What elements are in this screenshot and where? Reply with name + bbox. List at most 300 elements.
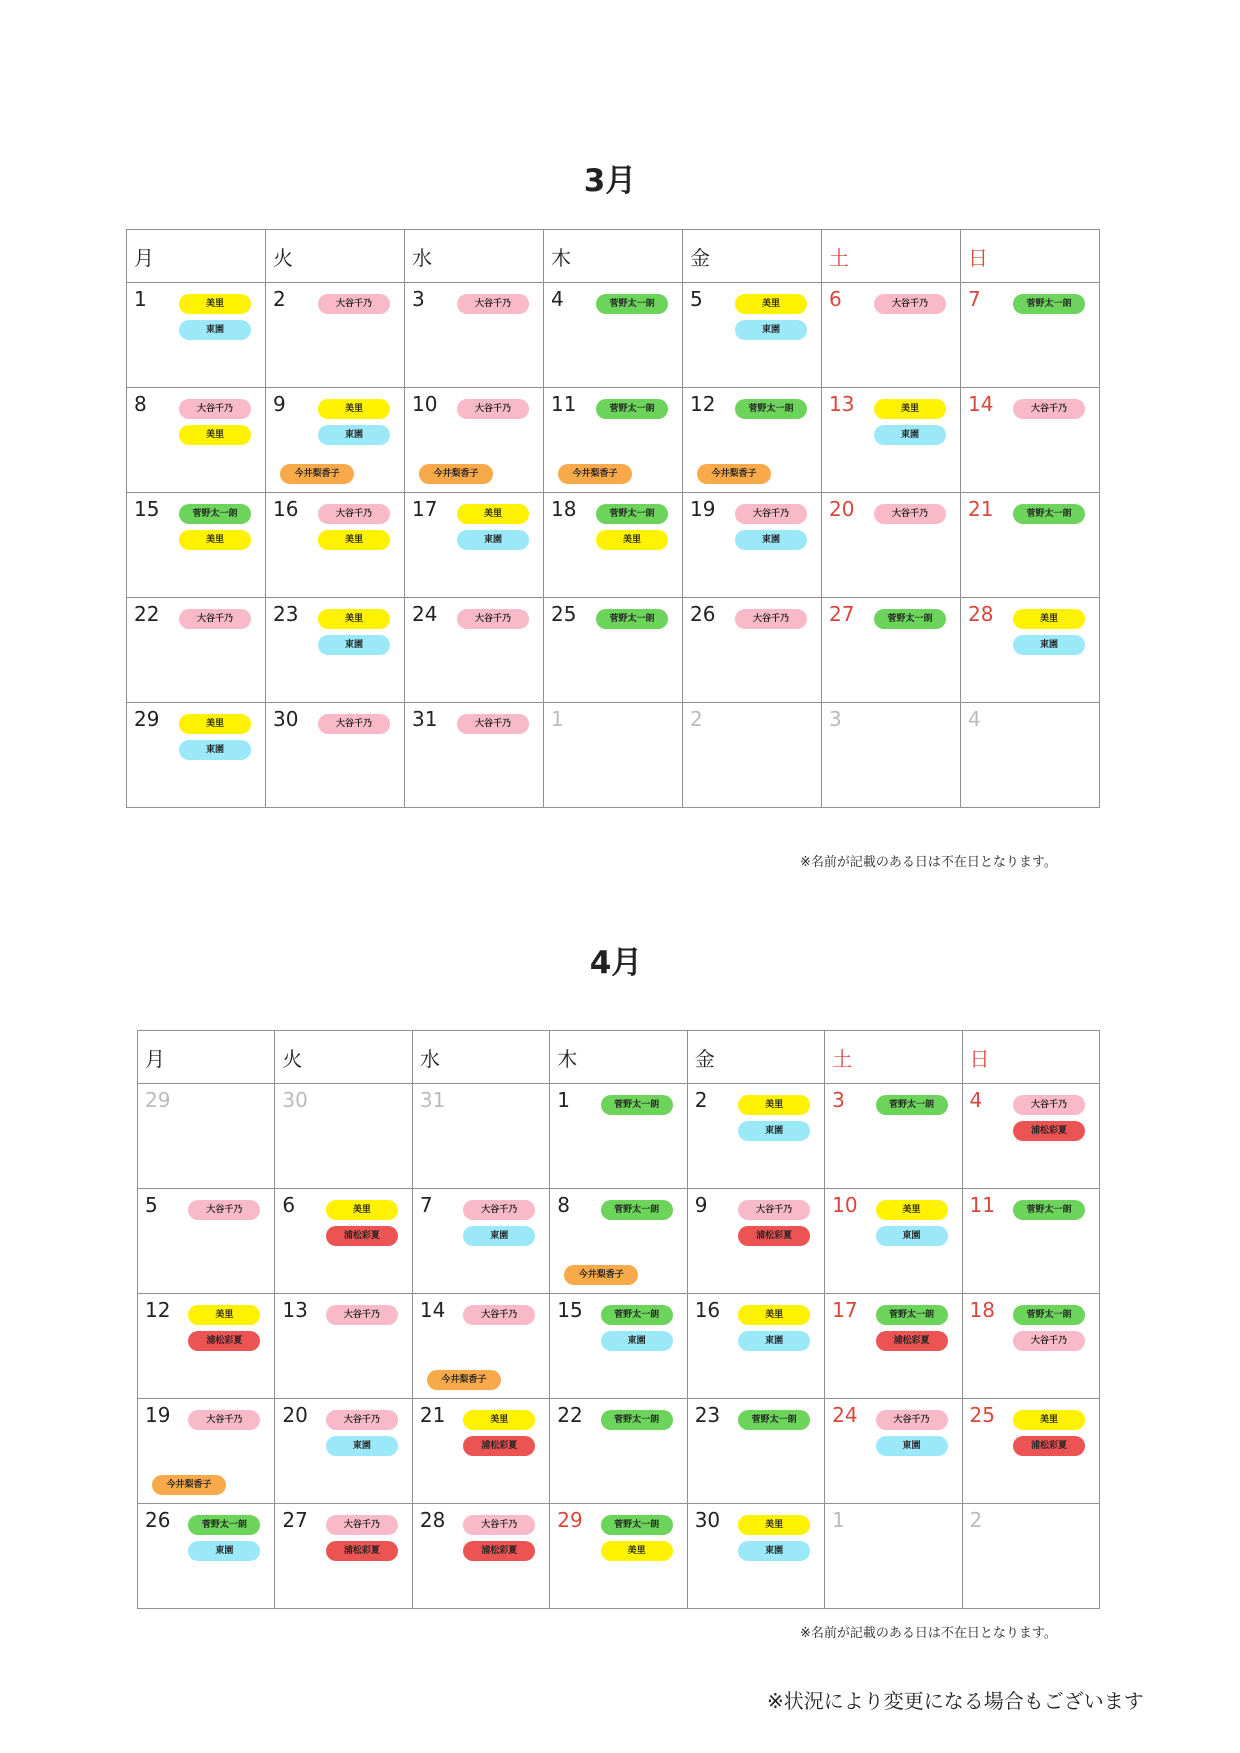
calendar-march (126, 229, 1100, 808)
absence-tag: 大谷千乃 (179, 399, 251, 419)
day-number: 3 (829, 707, 842, 731)
day-cell (544, 283, 683, 388)
day-number: 1 (551, 707, 564, 731)
absence-tag: 浦松彩夏 (463, 1541, 535, 1561)
day-cell (962, 1399, 1099, 1504)
day-number: 19 (690, 497, 716, 521)
absence-tag: 大谷千乃 (326, 1515, 398, 1535)
absence-tag: 美里 (874, 399, 946, 419)
absence-tags (596, 399, 668, 425)
absence-tag: 大谷千乃 (326, 1305, 398, 1325)
absence-tags (1013, 294, 1085, 320)
absence-tag: 浦松彩夏 (326, 1226, 398, 1246)
day-cell (544, 598, 683, 703)
day-number: 29 (557, 1508, 583, 1532)
absence-tag: 東園 (457, 530, 529, 550)
weekday-header: 金 (683, 230, 822, 283)
day-number: 27 (282, 1508, 308, 1532)
absence-tag: 美里 (596, 530, 668, 550)
absence-tags (318, 714, 390, 740)
absence-tags (1013, 399, 1085, 425)
absence-tags (326, 1410, 398, 1462)
day-number: 19 (145, 1403, 171, 1427)
day-cell (412, 1294, 549, 1399)
absence-tags (318, 609, 390, 661)
absence-tag: 菅野太一朗 (601, 1410, 673, 1430)
day-number: 15 (557, 1298, 583, 1322)
absence-tags (735, 399, 807, 425)
day-number: 22 (134, 602, 160, 626)
day-number: 10 (832, 1193, 858, 1217)
day-cell (822, 283, 961, 388)
day-number: 9 (694, 1193, 708, 1217)
day-cell (544, 703, 683, 808)
absence-tag: 菅野太一朗 (1013, 1200, 1085, 1220)
day-cell (127, 493, 266, 598)
day-cell (127, 703, 266, 808)
absence-tag: 浦松彩夏 (463, 1436, 535, 1456)
day-number: 10 (412, 392, 438, 416)
absence-tag: 美里 (318, 399, 390, 419)
absence-tag: 東園 (735, 320, 807, 340)
absence-tags (876, 1095, 948, 1121)
absence-tag: 東園 (318, 635, 390, 655)
absence-tag: 大谷千乃 (876, 1410, 948, 1430)
day-cell (822, 598, 961, 703)
day-number: 1 (557, 1088, 570, 1112)
absence-tag: 菅野太一朗 (179, 504, 251, 524)
weekday-header: 火 (266, 230, 405, 283)
absence-tags (738, 1095, 810, 1147)
day-cell (962, 1504, 1099, 1609)
absence-tag: 美里 (463, 1410, 535, 1430)
absence-tags (735, 609, 807, 635)
day-number: 20 (829, 497, 855, 521)
absence-tag: 大谷千乃 (1013, 399, 1085, 419)
absence-tag: 美里 (179, 425, 251, 445)
day-number: 16 (273, 497, 299, 521)
absence-tag: 大谷千乃 (179, 609, 251, 629)
day-number: 6 (829, 287, 842, 311)
absence-tag: 東園 (179, 320, 251, 340)
absence-tag: 大谷千乃 (457, 609, 529, 629)
absence-tag: 美里 (179, 294, 251, 314)
day-number: 24 (832, 1403, 858, 1427)
absence-tags (1013, 1305, 1085, 1357)
absence-tags (601, 1095, 673, 1121)
day-number: 29 (145, 1088, 171, 1112)
day-cell (275, 1294, 412, 1399)
absence-tag: 菅野太一朗 (601, 1200, 673, 1220)
absence-tags (1013, 504, 1085, 530)
absence-tags (457, 504, 529, 556)
day-number: 13 (282, 1298, 308, 1322)
absence-tag: 美里 (738, 1305, 810, 1325)
absence-tag: 菅野太一朗 (1013, 294, 1085, 314)
day-cell (822, 388, 961, 493)
day-number: 12 (690, 392, 716, 416)
absence-tags (876, 1200, 948, 1252)
absence-tags (738, 1410, 810, 1436)
day-cell (961, 283, 1100, 388)
day-cell (266, 703, 405, 808)
day-cell (127, 388, 266, 493)
absence-tag: 東園 (188, 1541, 260, 1561)
week-row (127, 283, 1100, 388)
day-cell (825, 1504, 962, 1609)
absence-tags (601, 1305, 673, 1357)
absence-tag: 美里 (735, 294, 807, 314)
absence-tags (738, 1515, 810, 1567)
absence-tags (601, 1515, 673, 1567)
absence-tag: 美里 (179, 714, 251, 734)
absence-tag: 菅野太一朗 (596, 609, 668, 629)
absence-tag: 菅野太一朗 (1013, 1305, 1085, 1325)
absence-tag: 大谷千乃 (1013, 1331, 1085, 1351)
day-number: 24 (412, 602, 438, 626)
day-number: 2 (694, 1088, 708, 1112)
absence-tags (326, 1200, 398, 1252)
day-number: 21 (968, 497, 994, 521)
absence-tag: 菅野太一朗 (735, 399, 807, 419)
weekday-header: 日 (961, 230, 1100, 283)
day-cell (275, 1504, 412, 1609)
absence-tags (601, 1200, 673, 1226)
absence-tag: 大谷千乃 (874, 504, 946, 524)
absence-tags (463, 1515, 535, 1567)
weekday-header: 日 (962, 1031, 1099, 1084)
weekday-header: 水 (405, 230, 544, 283)
absence-tags (188, 1410, 260, 1436)
absence-tag: 東園 (874, 425, 946, 445)
day-cell (275, 1189, 412, 1294)
absence-tag-extra: 今井梨香子 (427, 1370, 501, 1390)
weekday-header: 木 (544, 230, 683, 283)
absence-tag: 大谷千乃 (735, 609, 807, 629)
absence-tag-extra: 今井梨香子 (280, 464, 354, 484)
day-number: 16 (694, 1298, 721, 1322)
absence-tags (457, 714, 529, 740)
day-cell (138, 1504, 275, 1609)
weekday-header-row (127, 230, 1100, 283)
week-row (138, 1399, 1100, 1504)
absence-tags (1013, 1410, 1085, 1462)
day-number: 3 (412, 287, 425, 311)
absence-tag-extra: 今井梨香子 (564, 1265, 638, 1285)
absence-tag: 菅野太一朗 (596, 504, 668, 524)
absence-tag: 菅野太一朗 (874, 609, 946, 629)
day-number: 3 (832, 1088, 845, 1112)
day-cell (825, 1399, 962, 1504)
day-number: 2 (690, 707, 703, 731)
day-cell (266, 493, 405, 598)
day-cell (412, 1504, 549, 1609)
absence-tags (179, 714, 251, 766)
absence-tag: 菅野太一朗 (601, 1515, 673, 1535)
absence-tag: 大谷千乃 (318, 294, 390, 314)
absence-tag: 大谷千乃 (735, 504, 807, 524)
absence-tag: 東園 (463, 1226, 535, 1246)
absence-tag: 大谷千乃 (188, 1410, 260, 1430)
day-cell (961, 388, 1100, 493)
day-cell (961, 598, 1100, 703)
absence-tags (188, 1305, 260, 1357)
day-cell (405, 283, 544, 388)
day-cell (127, 283, 266, 388)
absence-tag: 大谷千乃 (738, 1200, 810, 1220)
absence-tag: 浦松彩夏 (326, 1541, 398, 1561)
absence-tags (874, 294, 946, 320)
day-number: 15 (134, 497, 160, 521)
absence-tags (738, 1200, 810, 1252)
absence-tags (735, 294, 807, 346)
absence-tags (735, 504, 807, 556)
absence-tag: 菅野太一朗 (876, 1305, 948, 1325)
absence-tag: 東園 (876, 1436, 948, 1456)
absence-tags (596, 609, 668, 635)
absence-tag: 大谷千乃 (463, 1515, 535, 1535)
day-cell (961, 493, 1100, 598)
absence-tags (318, 504, 390, 556)
absence-tag-extra: 今井梨香子 (152, 1475, 226, 1495)
absence-tag: 美里 (1013, 1410, 1085, 1430)
absence-tag: 浦松彩夏 (188, 1331, 260, 1351)
day-cell (825, 1294, 962, 1399)
absence-tags (738, 1305, 810, 1357)
day-cell (687, 1189, 824, 1294)
calendar-april (137, 1030, 1100, 1609)
absence-tags (318, 399, 390, 451)
day-cell (405, 598, 544, 703)
absence-tag: 菅野太一朗 (188, 1515, 260, 1535)
day-cell (138, 1084, 275, 1189)
absence-tag-extra: 今井梨香子 (419, 464, 493, 484)
day-cell (962, 1189, 1099, 1294)
absence-tag: 菅野太一朗 (601, 1095, 673, 1115)
absence-tags (326, 1515, 398, 1567)
day-number: 26 (690, 602, 716, 626)
day-number: 1 (134, 287, 147, 311)
day-number: 30 (694, 1508, 721, 1532)
day-cell (687, 1084, 824, 1189)
week-row (138, 1189, 1100, 1294)
absence-tag: 菅野太一朗 (1013, 504, 1085, 524)
absence-tag: 美里 (738, 1515, 810, 1535)
footer-note: ※状況により変更になる場合もございます (767, 1689, 1144, 1713)
day-cell (683, 703, 822, 808)
absence-tag: 浦松彩夏 (1013, 1121, 1085, 1141)
absence-tag: 大谷千乃 (318, 714, 390, 734)
day-cell (550, 1084, 687, 1189)
absence-tags (463, 1410, 535, 1462)
absence-tag: 美里 (326, 1200, 398, 1220)
day-number: 1 (832, 1508, 845, 1532)
absence-tags (874, 609, 946, 635)
absence-tag: 菅野太一朗 (876, 1095, 948, 1115)
day-number: 30 (273, 707, 299, 731)
day-number: 6 (282, 1193, 296, 1217)
day-number: 31 (412, 707, 438, 731)
day-number: 2 (273, 287, 286, 311)
day-number: 18 (551, 497, 577, 521)
absence-tags (179, 504, 251, 556)
absence-tag: 浦松彩夏 (1013, 1436, 1085, 1456)
absence-tag: 大谷千乃 (457, 714, 529, 734)
absence-tag-extra: 今井梨香子 (697, 464, 771, 484)
week-row (127, 388, 1100, 493)
absence-tag: 大谷千乃 (457, 294, 529, 314)
day-cell (405, 388, 544, 493)
absence-tags (1013, 1095, 1085, 1147)
day-cell (822, 703, 961, 808)
absence-tag: 大谷千乃 (318, 504, 390, 524)
absence-tags (463, 1200, 535, 1252)
absence-tag: 美里 (179, 530, 251, 550)
day-cell (127, 598, 266, 703)
day-cell (544, 493, 683, 598)
day-cell (683, 598, 822, 703)
day-number: 17 (412, 497, 438, 521)
absence-tag: 菅野太一朗 (738, 1410, 810, 1430)
absence-note-march: ※名前が記載のある日は不在日となります。 (800, 855, 1057, 870)
absence-tag: 東園 (601, 1331, 673, 1351)
absence-tag: 美里 (738, 1095, 810, 1115)
day-cell (266, 598, 405, 703)
week-row (127, 703, 1100, 808)
absence-tags (463, 1305, 535, 1331)
weekday-header: 木 (550, 1031, 687, 1084)
day-cell (825, 1084, 962, 1189)
day-cell (266, 283, 405, 388)
absence-tag: 東園 (738, 1541, 810, 1561)
day-cell (138, 1189, 275, 1294)
day-cell (962, 1084, 1099, 1189)
absence-tags (601, 1410, 673, 1436)
day-cell (405, 703, 544, 808)
absence-tag: 菅野太一朗 (601, 1305, 673, 1325)
day-number: 23 (694, 1403, 721, 1427)
absence-tags (179, 399, 251, 451)
day-number: 18 (969, 1298, 995, 1322)
day-cell (275, 1399, 412, 1504)
absence-tags (596, 294, 668, 320)
day-number: 23 (273, 602, 299, 626)
day-number: 9 (273, 392, 286, 416)
absence-tag: 東園 (738, 1121, 810, 1141)
weekday-header: 月 (127, 230, 266, 283)
absence-tags (318, 294, 390, 320)
absence-tag: 美里 (318, 530, 390, 550)
week-row (127, 493, 1100, 598)
day-number: 27 (829, 602, 855, 626)
day-cell (412, 1399, 549, 1504)
weekday-header: 土 (825, 1031, 962, 1084)
day-cell (822, 493, 961, 598)
day-number: 17 (832, 1298, 858, 1322)
absence-note-april: ※名前が記載のある日は不在日となります。 (800, 1626, 1057, 1641)
absence-tag: 美里 (876, 1200, 948, 1220)
day-cell (683, 283, 822, 388)
day-cell (275, 1084, 412, 1189)
day-cell (961, 703, 1100, 808)
day-number: 14 (419, 1298, 446, 1322)
absence-tags (876, 1305, 948, 1357)
weekday-header-row (138, 1031, 1100, 1084)
day-number: 22 (557, 1403, 583, 1427)
day-number: 14 (968, 392, 994, 416)
day-number: 11 (551, 392, 577, 416)
day-cell (412, 1189, 549, 1294)
absence-tags (188, 1200, 260, 1226)
day-cell (550, 1294, 687, 1399)
absence-tag: 浦松彩夏 (738, 1226, 810, 1246)
weekday-header: 火 (275, 1031, 412, 1084)
day-cell (412, 1084, 549, 1189)
day-number: 29 (134, 707, 160, 731)
day-number: 5 (690, 287, 703, 311)
day-cell (405, 493, 544, 598)
day-cell (687, 1399, 824, 1504)
absence-tag: 大谷千乃 (463, 1305, 535, 1325)
absence-tag: 東園 (1013, 635, 1085, 655)
day-cell (687, 1294, 824, 1399)
absence-tags (457, 399, 529, 425)
absence-tag: 東園 (326, 1436, 398, 1456)
day-number: 13 (829, 392, 855, 416)
day-number: 7 (968, 287, 981, 311)
day-cell (266, 388, 405, 493)
absence-tags (179, 609, 251, 635)
week-row (138, 1084, 1100, 1189)
day-cell (683, 493, 822, 598)
day-cell (683, 388, 822, 493)
absence-tag: 美里 (1013, 609, 1085, 629)
absence-tag: 美里 (188, 1305, 260, 1325)
absence-tags (874, 399, 946, 451)
month-title-march: 3月 (583, 163, 637, 199)
day-number: 4 (551, 287, 564, 311)
month-title-april: 4月 (589, 945, 643, 981)
day-cell (550, 1189, 687, 1294)
absence-tag: 美里 (457, 504, 529, 524)
absence-tag: 美里 (318, 609, 390, 629)
day-cell (550, 1399, 687, 1504)
week-row (138, 1294, 1100, 1399)
absence-tags (457, 609, 529, 635)
day-number: 30 (282, 1088, 308, 1112)
absence-tag: 菅野太一朗 (596, 294, 668, 314)
day-number: 7 (419, 1193, 433, 1217)
absence-tag: 東園 (735, 530, 807, 550)
absence-tags (1013, 1200, 1085, 1226)
absence-tags (596, 504, 668, 556)
weekday-header: 金 (687, 1031, 824, 1084)
absence-tags (188, 1515, 260, 1567)
absence-tag: 菅野太一朗 (596, 399, 668, 419)
weekday-header: 土 (822, 230, 961, 283)
absence-tag-extra: 今井梨香子 (558, 464, 632, 484)
weekday-header: 月 (138, 1031, 275, 1084)
day-number: 28 (968, 602, 994, 626)
absence-tags (874, 504, 946, 530)
day-number: 21 (419, 1403, 446, 1427)
day-number: 4 (968, 707, 981, 731)
day-number: 11 (969, 1193, 995, 1217)
absence-tag: 大谷千乃 (874, 294, 946, 314)
absence-tag: 大谷千乃 (188, 1200, 260, 1220)
week-row (138, 1504, 1100, 1609)
day-number: 8 (134, 392, 147, 416)
